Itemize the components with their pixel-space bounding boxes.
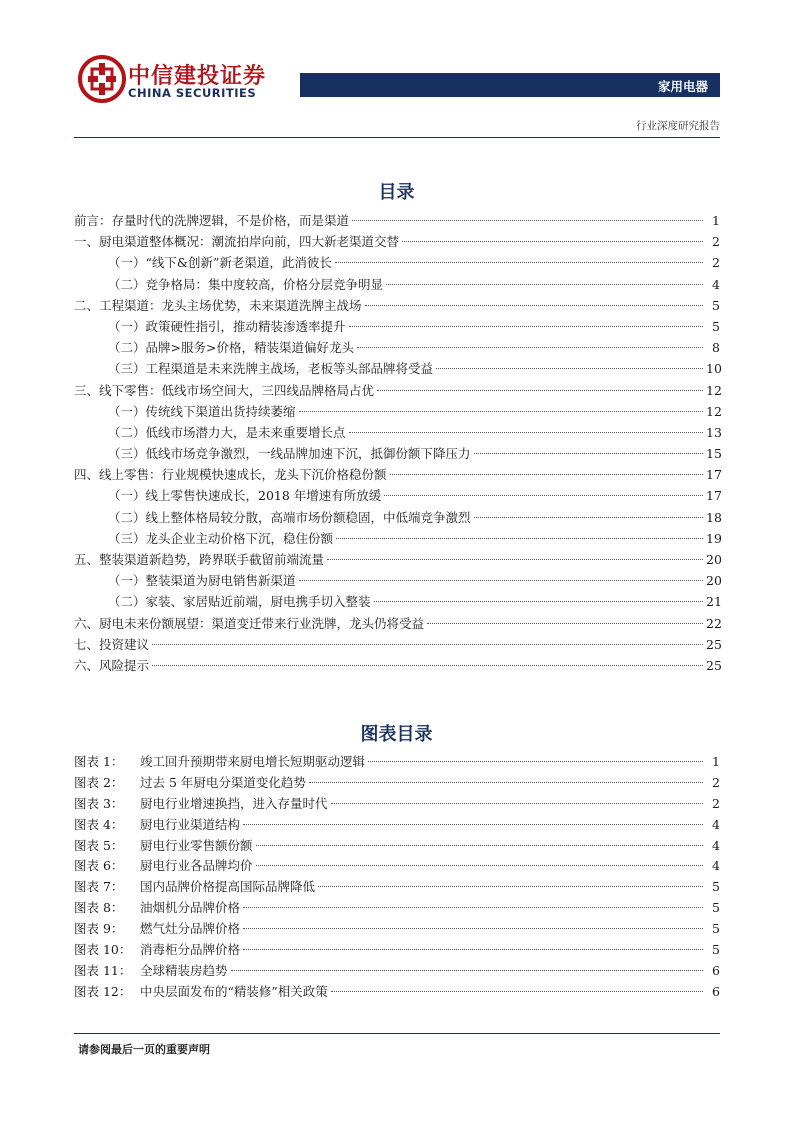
dot-leader: [243, 949, 703, 950]
toc-entry[interactable]: [74, 549, 720, 570]
figure-entry-page: 6: [712, 962, 720, 978]
toc-entry-page: 5: [712, 297, 720, 313]
toc-entry-page: 20: [706, 573, 722, 589]
figure-list: [74, 752, 720, 1003]
figure-entry[interactable]: [74, 961, 720, 982]
figure-entry-title: 过去 5 年厨电分渠道变化趋势: [140, 774, 306, 790]
toc-entry-page: 25: [706, 636, 722, 652]
page-header: [0, 0, 793, 140]
figure-entry-title: 油烟机分品牌价格: [140, 900, 241, 916]
dot-leader: [349, 432, 703, 433]
toc-entry-title: （一）“线下&创新”新老渠道，此消彼长: [108, 255, 332, 271]
toc-entry[interactable]: [74, 613, 720, 634]
dot-leader: [377, 390, 703, 391]
figure-entry[interactable]: [74, 856, 720, 877]
figure-entry-page: 1: [712, 754, 720, 769]
brand-name-en: CHINA SECURITIES: [128, 86, 257, 100]
dot-leader: [231, 970, 703, 971]
toc-entry-page: 8: [712, 340, 720, 356]
figure-entry-page: 4: [712, 858, 720, 874]
toc-title: 目录: [378, 182, 415, 203]
toc-entry[interactable]: [74, 507, 720, 528]
dot-leader: [427, 623, 703, 624]
toc-entry-title: （一）传统线下渠道出货持续萎缩: [108, 403, 296, 419]
toc-entry-page: 20: [706, 552, 722, 567]
dot-leader: [474, 453, 703, 454]
toc-entry-page: 2: [712, 255, 720, 271]
brand-name-cn: 中信建投证券: [128, 64, 267, 89]
toc-entry-title: 一、厨电渠道整体概况：潮流拍岸向前，四大新老渠道交替: [74, 234, 400, 250]
dot-leader: [335, 262, 703, 263]
dot-leader: [374, 601, 703, 602]
toc-entry-title: （一）政策硬性指引，推动精装渗透率提升: [108, 318, 346, 334]
toc-entry-title: （二）品牌>服务>价格，精装渠道偏好龙头: [108, 340, 354, 356]
toc-entry-page: 25: [706, 657, 722, 673]
dot-leader: [243, 824, 703, 825]
dot-leader: [256, 845, 703, 846]
toc-entry-page: 12: [706, 382, 722, 398]
figure-entry[interactable]: [74, 752, 720, 773]
toc-entry[interactable]: [74, 464, 720, 485]
toc-entry-page: 5: [712, 318, 720, 334]
dot-leader: [390, 474, 703, 475]
toc-entry-page: 21: [706, 594, 722, 610]
figure-entry[interactable]: [74, 836, 720, 857]
figure-entry[interactable]: [74, 773, 720, 794]
dot-leader: [352, 220, 703, 221]
figure-entry[interactable]: [74, 815, 720, 836]
toc-entry-title: 六、厨电未来份额展望：渠道变迁带来行业洗牌，龙头仍将受益: [74, 615, 425, 631]
toc-entry[interactable]: [74, 380, 720, 401]
toc-entry[interactable]: [74, 295, 720, 316]
toc-entry-page: 10: [706, 361, 722, 377]
figure-entry-page: 5: [712, 879, 720, 895]
figure-entry-label: 图表 5：: [74, 837, 124, 853]
toc-entry[interactable]: [74, 443, 720, 464]
sector-bar: [300, 73, 720, 97]
figure-entry-page: 4: [712, 816, 720, 832]
sector-label: 家用电器: [657, 79, 708, 94]
citic-logo-icon: [78, 55, 126, 103]
figure-list-title: 图表目录: [360, 724, 433, 745]
footer-divider: [74, 1033, 720, 1034]
figure-entry-label: 图表 3：: [74, 795, 124, 811]
figure-entry-label: 图表 1：: [74, 754, 124, 769]
dot-leader: [152, 665, 703, 666]
toc-entry-page: 12: [706, 403, 722, 419]
toc-entry-title: 三、线下零售：低线市场空间大，三四线品牌格局占优: [74, 382, 375, 398]
dot-leader: [243, 928, 703, 929]
figure-entry-title: 消毒柜分品牌价格: [140, 942, 241, 958]
figure-entry-label: 图表 11：: [74, 962, 132, 978]
dot-leader: [386, 284, 703, 285]
figure-entry-label: 图表 2：: [74, 774, 124, 790]
dot-leader: [384, 495, 703, 496]
toc-entry-title: （一）线上零售快速成长，2018 年增速有所放缓: [108, 488, 382, 504]
figure-entry-title: 中央层面发布的“精装修”相关政策: [140, 983, 328, 999]
dot-leader: [152, 644, 703, 645]
figure-entry-page: 5: [712, 942, 720, 958]
figure-entry-title: 燃气灶分品牌价格: [140, 921, 241, 937]
figure-entry-page: 4: [712, 837, 720, 853]
figure-entry-page: 5: [712, 900, 720, 916]
figure-entry-title: 厨电行业增速换挡，进入存量时代: [140, 795, 328, 811]
toc-entry-title: 二、工程渠道：龙头主场优势，未来渠道洗牌主战场: [74, 297, 362, 313]
dot-leader: [327, 559, 703, 560]
toc-entry-title: 七、投资建议: [74, 636, 150, 652]
toc-entry-title: （三）工程渠道是未来洗牌主战场，老板等头部品牌将受益: [108, 361, 434, 377]
figure-entry-title: 全球精装房趋势: [140, 962, 228, 978]
dot-leader: [318, 886, 703, 887]
dot-leader: [243, 907, 703, 908]
dot-leader: [331, 803, 703, 804]
toc-entry-page: 19: [706, 530, 722, 546]
figure-entry[interactable]: [74, 982, 720, 1003]
toc-entry[interactable]: [74, 570, 720, 591]
toc-entry[interactable]: [74, 274, 720, 295]
toc-entry[interactable]: [74, 528, 720, 549]
figure-entry[interactable]: [74, 898, 720, 919]
figure-entry-label: 图表 9：: [74, 921, 124, 937]
figure-entry-label: 图表 12：: [74, 983, 132, 999]
figure-entry-page: 2: [712, 774, 720, 790]
figure-entry-page: 6: [712, 983, 720, 999]
footer-disclaimer: 请参阅最后一页的重要声明: [78, 1043, 210, 1056]
dot-leader: [357, 347, 703, 348]
toc-entry-page: 17: [706, 488, 722, 504]
dot-leader: [349, 326, 703, 327]
dot-leader: [365, 305, 703, 306]
figure-entry-page: 5: [712, 921, 720, 937]
toc-entry[interactable]: [74, 252, 720, 273]
toc-entry-page: 1: [712, 213, 720, 228]
figure-entry-title: 厨电行业各品牌均价: [140, 858, 253, 874]
dot-leader: [368, 761, 703, 762]
toc-entry-title: （三）低线市场竞争激烈，一线品牌加速下沉，抵御份额下降压力: [108, 446, 471, 462]
toc-entry[interactable]: [74, 634, 720, 655]
dot-leader: [336, 538, 703, 539]
dot-leader: [402, 241, 703, 242]
toc-entry[interactable]: [74, 337, 720, 358]
toc-entry[interactable]: [74, 485, 720, 506]
figure-entry-label: 图表 7：: [74, 879, 124, 895]
toc-entry-title: 六、风险提示: [74, 657, 150, 673]
toc-entry-page: 18: [706, 509, 722, 525]
dot-leader: [256, 865, 703, 866]
dot-leader: [474, 517, 703, 518]
toc-entry-title: （二）线上整体格局较分散，高端市场份额稳固，中低端竞争激烈: [108, 509, 471, 525]
toc-entry[interactable]: [74, 591, 720, 612]
toc-entry[interactable]: [74, 316, 720, 337]
header-divider: [74, 137, 720, 138]
toc-entry-page: 13: [706, 424, 722, 440]
figure-entry[interactable]: [74, 877, 720, 898]
toc-entry[interactable]: [74, 655, 720, 676]
figure-entry-label: 图表 10：: [74, 942, 132, 958]
toc-entry-title: （二）家装、家居贴近前端，厨电携手切入整装: [108, 594, 371, 610]
figure-entry-title: 国内品牌价格提高国际品牌降低: [140, 879, 316, 895]
figure-entry-label: 图表 6：: [74, 858, 124, 874]
dot-leader: [309, 782, 703, 783]
figure-entry-title: 厨电行业零售额份额: [140, 837, 253, 853]
toc-entry[interactable]: [74, 401, 720, 422]
toc-entry[interactable]: [74, 210, 720, 231]
toc-entry-page: 4: [712, 276, 720, 292]
dot-leader: [331, 991, 703, 992]
toc-entry[interactable]: [74, 422, 720, 443]
toc-entry[interactable]: [74, 231, 720, 252]
toc-entry-page: 22: [706, 615, 722, 631]
dot-leader: [436, 368, 703, 369]
toc-entry-title: （二）竞争格局：集中度较高，价格分层竞争明显: [108, 276, 384, 292]
dot-leader: [299, 411, 703, 412]
toc-entry-title: （一）整装渠道为厨电销售新渠道: [108, 573, 296, 589]
toc-entry[interactable]: [74, 358, 720, 379]
toc-entry-page: 15: [706, 446, 722, 462]
figure-entry-title: 竣工回升预期带来厨电增长短期驱动逻辑: [140, 754, 366, 769]
toc-entry-title: 五、整装渠道新趋势，跨界联手截留前端流量: [74, 552, 325, 567]
toc-entry-page: 17: [706, 467, 722, 483]
figure-entry[interactable]: [74, 919, 720, 940]
report-type: 行业深度研究报告: [636, 120, 720, 132]
figure-entry-label: 图表 8：: [74, 900, 124, 916]
toc-entry-title: 前言：存量时代的洗牌逻辑，不是价格，而是渠道: [74, 213, 350, 228]
toc-entry-title: 四、线上零售：行业规模快速成长，龙头下沉价格稳份额: [74, 467, 387, 483]
figure-entry[interactable]: [74, 940, 720, 961]
toc-entry-page: 2: [712, 234, 720, 250]
figure-entry-label: 图表 4：: [74, 816, 124, 832]
toc-entry-title: （二）低线市场潜力大，是未来重要增长点: [108, 424, 346, 440]
toc-list: [74, 210, 720, 676]
dot-leader: [299, 580, 703, 581]
toc-entry-title: （三）龙头企业主动价格下沉，稳住份额: [108, 530, 334, 546]
figure-entry-page: 2: [712, 795, 720, 811]
figure-entry[interactable]: [74, 794, 720, 815]
figure-entry-title: 厨电行业渠道结构: [140, 816, 241, 832]
